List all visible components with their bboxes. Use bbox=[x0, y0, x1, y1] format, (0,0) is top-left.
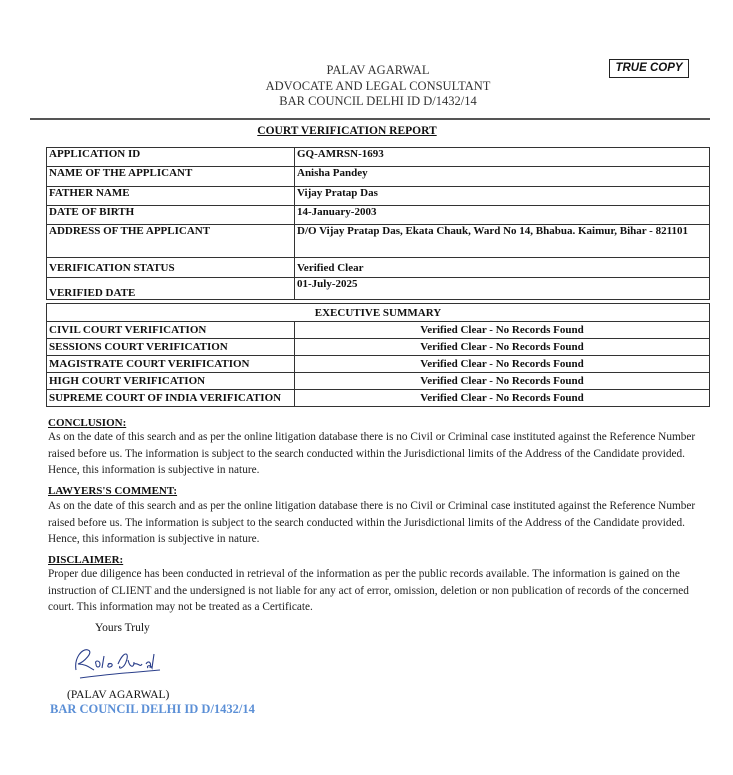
row-label: ADDRESS OF THE APPLICANT bbox=[47, 225, 295, 258]
table-row bbox=[47, 373, 710, 390]
table-row bbox=[47, 167, 710, 187]
row-label: SUPREME COURT OF INDIA VERIFICATION bbox=[47, 390, 295, 407]
conclusion-heading: CONCLUSION: bbox=[48, 417, 127, 429]
table-row bbox=[47, 148, 710, 167]
row-value: 01-July-2025 bbox=[295, 278, 710, 300]
row-value: Anisha Pandey bbox=[295, 167, 710, 187]
row-label: MAGISTRATE COURT VERIFICATION bbox=[47, 356, 295, 373]
row-value: Verified Clear - No Records Found bbox=[295, 356, 710, 373]
row-label: VERIFICATION STATUS bbox=[47, 258, 295, 278]
disclaimer-text: Proper due diligence has been conducted in retrieval of the information as per the public records available. The information is gained on the instruction of CLIENT and the undersigned is not liable for any act of error, omission, deletion or non publication of records of the concerned court. This information may not be treated as a Certificate. bbox=[48, 568, 689, 613]
row-label: HIGH COURT VERIFICATION bbox=[47, 373, 295, 390]
row-value: GQ-AMRSN-1693 bbox=[295, 148, 710, 167]
signatory-bar-id: BAR COUNCIL DELHI ID D/1432/14 bbox=[50, 702, 255, 716]
lawyers-comment-heading: LAWYERS'S COMMENT: bbox=[48, 485, 178, 497]
table-row bbox=[47, 225, 710, 258]
row-value: Verified Clear bbox=[295, 258, 710, 278]
table-row bbox=[47, 187, 710, 206]
row-label: DATE OF BIRTH bbox=[47, 206, 295, 225]
report-title: COURT VERIFICATION REPORT bbox=[257, 125, 437, 137]
advocate-bar-id: BAR COUNCIL DELHI ID D/1432/14 bbox=[279, 94, 477, 108]
table-row bbox=[47, 356, 710, 373]
table-row bbox=[47, 278, 710, 300]
table-row bbox=[47, 322, 710, 339]
table-row bbox=[47, 258, 710, 278]
row-label: VERIFIED DATE bbox=[47, 278, 295, 300]
lawyers-comment-text: As on the date of this search and as per the online litigation database there is no Civil or Criminal case instituted against the Reference Number raised before us. The information is subject to the search conducted within the Jurisdictional limits of the Address of the Candidate provided. Hence, this information is subjective in nature. bbox=[48, 500, 696, 545]
disclaimer-heading: DISCLAIMER: bbox=[48, 554, 124, 566]
row-label: CIVIL COURT VERIFICATION bbox=[47, 322, 295, 339]
row-value: Verified Clear - No Records Found bbox=[295, 373, 710, 390]
row-value: Verified Clear - No Records Found bbox=[295, 390, 710, 407]
row-value: D/O Vijay Pratap Das, Ekata Chauk, Ward No 14, Bhabua. Kaimur, Bihar - 821101 bbox=[295, 225, 710, 258]
summary-heading: EXECUTIVE SUMMARY bbox=[47, 304, 710, 322]
true-copy-stamp: TRUE COPY bbox=[609, 59, 689, 78]
table-row bbox=[47, 390, 710, 407]
closing-text: Yours Truly bbox=[95, 622, 150, 634]
signatory-name: (PALAV AGARWAL) bbox=[67, 689, 170, 701]
advocate-name: PALAV AGARWAL bbox=[326, 63, 430, 77]
row-value: Verified Clear - No Records Found bbox=[295, 322, 710, 339]
table-row bbox=[47, 339, 710, 356]
signature-image bbox=[68, 640, 168, 685]
divider bbox=[30, 118, 710, 120]
row-label: NAME OF THE APPLICANT bbox=[47, 167, 295, 187]
row-label: APPLICATION ID bbox=[47, 148, 295, 167]
executive-summary-table bbox=[46, 303, 710, 407]
table-row bbox=[47, 206, 710, 225]
row-value: 14-January-2003 bbox=[295, 206, 710, 225]
row-value: Verified Clear - No Records Found bbox=[295, 339, 710, 356]
details-table bbox=[46, 147, 710, 300]
row-value: Vijay Pratap Das bbox=[295, 187, 710, 206]
row-label: FATHER NAME bbox=[47, 187, 295, 206]
row-label: SESSIONS COURT VERIFICATION bbox=[47, 339, 295, 356]
table-header-row bbox=[47, 304, 710, 322]
advocate-role: ADVOCATE AND LEGAL CONSULTANT bbox=[265, 79, 491, 93]
conclusion-text: As on the date of this search and as per the online litigation database there is no Civil or Criminal case instituted against the Reference Number raised before us. The information is subject to the search conducted within the Jurisdictional limits of the Address of the Candidate provided. Hence, this information is subjective in nature. bbox=[48, 431, 696, 476]
